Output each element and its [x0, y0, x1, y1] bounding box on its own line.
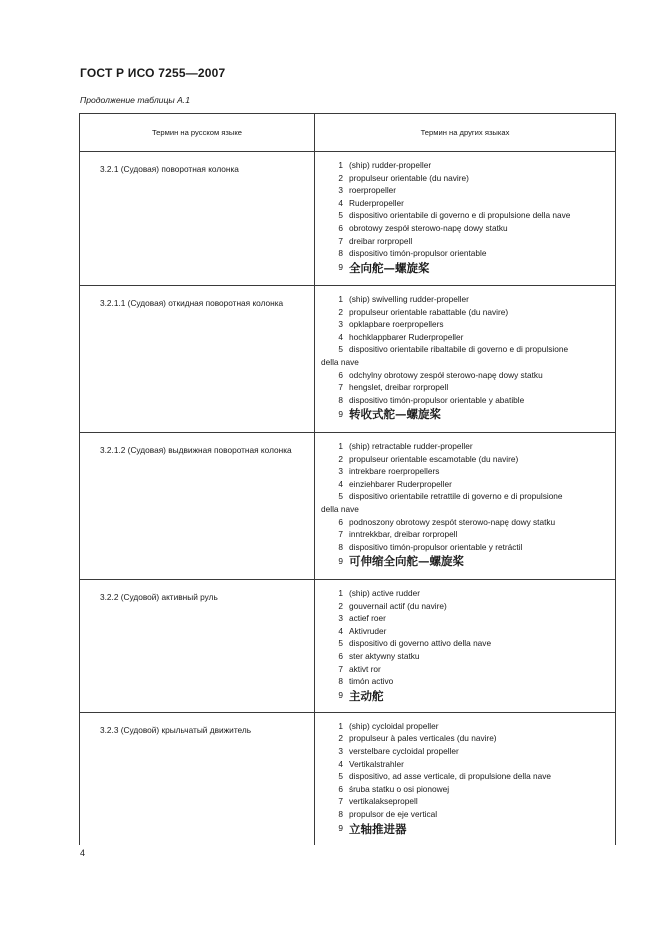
term-text: dispositivo di governo attivo della nave: [349, 638, 492, 649]
term-text: verstelbare cycloidal propeller: [349, 745, 459, 756]
language-term: [321, 732, 609, 745]
term-number: 3: [338, 613, 343, 624]
terms-table: [79, 113, 616, 845]
term-number: 8: [338, 808, 343, 819]
term-text-continuation: della nave: [321, 503, 359, 514]
term-text: dispositivo timón-propulsor orientable y abatible: [349, 394, 525, 405]
term-number: 7: [338, 529, 343, 540]
term-number: 2: [338, 600, 343, 611]
term-text: odchylny obrotowy zespół sterowo-napę dowy statku: [349, 369, 543, 380]
term-number: 9: [338, 262, 343, 273]
term-text: dispositivo timón-propulsor orientable: [349, 248, 487, 259]
term-number: 4: [338, 331, 343, 342]
term-number: 6: [338, 369, 343, 380]
term-number: 2: [338, 306, 343, 317]
term-text: dispositivo, ad asse verticale, di propulsione della nave: [349, 771, 552, 782]
chinese-term: [321, 260, 609, 276]
language-term: [321, 675, 609, 688]
language-term: [321, 222, 609, 235]
term-text: propulseur orientable (du navire): [349, 172, 469, 183]
term-text: dispositivo timón-propulsor orientable y retráctil: [349, 541, 523, 552]
term-text: gouvernail actif (du navire): [349, 600, 447, 611]
chinese-term: [321, 406, 609, 422]
term-text: (ship) rudder-propeller: [349, 160, 432, 170]
term-text: roerpropeller: [349, 185, 397, 196]
russian-term: 3.2.1.1 (Судовая) откидная поворотная колонка: [100, 298, 284, 308]
term-text: 转收式舵—螺旋桨: [349, 407, 441, 422]
term-number: 8: [338, 394, 343, 405]
other-languages-cell: [315, 152, 616, 286]
term-text: timón activo: [349, 676, 394, 687]
term-text: 主动舵: [349, 688, 384, 703]
term-text: actief roer: [349, 613, 386, 624]
language-term: [321, 541, 609, 554]
term-number: 4: [338, 478, 343, 489]
russian-term: 3.2.1.2 (Судовая) выдвижная поворотная колонка: [100, 445, 292, 455]
language-term: [321, 318, 609, 331]
term-number: 1: [338, 160, 343, 170]
term-text: propulseur orientable escamotable (du navire): [349, 453, 519, 464]
term-number: 6: [338, 222, 343, 233]
russian-term-cell: [80, 152, 315, 286]
language-term: [321, 758, 609, 771]
term-number: 2: [338, 172, 343, 183]
term-text: 立轴推进器: [349, 821, 407, 836]
term-text: propulseur orientable rabattable (du navire): [349, 306, 509, 317]
russian-term: 3.2.1 (Судовая) поворотная колонка: [100, 164, 239, 174]
language-term: [321, 381, 609, 394]
russian-term: 3.2.3 (Судовой) крыльчатый движитель: [100, 724, 252, 735]
term-number: 5: [338, 210, 343, 221]
language-term: [321, 465, 609, 478]
term-text: propulsor de eje vertical: [349, 808, 438, 819]
term-number: 1: [338, 720, 343, 731]
term-text: śruba statku o osi pionowej: [349, 783, 450, 794]
language-term: [321, 783, 609, 796]
chinese-term: [321, 553, 609, 569]
term-number: 3: [338, 466, 343, 477]
term-text: podnoszony obrotowy zespót sterowo-napę dowy statku: [349, 516, 556, 527]
language-term: [321, 197, 609, 210]
term-number: 4: [338, 625, 343, 636]
term-number: 1: [338, 588, 343, 598]
language-term: [321, 650, 609, 663]
term-text: ster aktywny statku: [349, 650, 420, 661]
term-text: einziehbarer Ruderpropeller: [349, 478, 452, 489]
term-number: 4: [338, 758, 343, 769]
term-number: 7: [338, 235, 343, 246]
language-term: [321, 612, 609, 625]
term-number: 3: [338, 745, 343, 756]
table-row: [80, 286, 616, 433]
term-text: dispositivo orientabile ribaltabile di governo e di propulsione: [349, 344, 569, 355]
russian-term: 3.2.2 (Судовой) активный руль: [100, 592, 218, 602]
term-text: (ship) swivelling rudder-propeller: [349, 294, 469, 304]
other-languages-cell: [315, 712, 616, 844]
term-text-continuation: della nave: [321, 356, 359, 367]
header-russian-term: Термин на русском языке: [80, 114, 315, 152]
language-term: [321, 184, 609, 197]
russian-term-cell: [80, 580, 315, 713]
other-languages-cell: [315, 286, 616, 433]
russian-term-cell: [80, 433, 315, 580]
language-term: [321, 293, 609, 306]
header-other-languages: Термин на других языках: [315, 114, 616, 152]
term-text: (ship) active rudder: [349, 588, 421, 598]
language-term: [321, 369, 609, 382]
term-number: 3: [338, 319, 343, 330]
term-number: 6: [338, 650, 343, 661]
language-term: [321, 625, 609, 638]
term-number: 8: [338, 541, 343, 552]
term-text: 全向舵—螺旋桨: [349, 260, 430, 275]
language-term: [321, 516, 609, 529]
language-term: [321, 247, 609, 260]
term-text: propulseur à pales verticales (du navire): [349, 733, 497, 744]
document-title: ГОСТ Р ИСО 7255—2007: [80, 66, 226, 80]
language-term: [321, 235, 609, 248]
term-number: 4: [338, 197, 343, 208]
russian-term-cell: [80, 286, 315, 433]
term-text: Ruderpropeller: [349, 197, 404, 208]
language-term: [321, 172, 609, 185]
language-term: [321, 306, 609, 319]
page-number: 4: [80, 848, 86, 858]
language-term: [321, 745, 609, 758]
term-text: dispositivo orientabile retrattile di governo e di propulsione: [349, 491, 563, 502]
chinese-term: [321, 688, 609, 704]
language-term: [321, 159, 609, 172]
term-text: hochklappbarer Ruderpropeller: [349, 331, 464, 342]
language-term: [321, 440, 609, 453]
language-term: [321, 770, 609, 783]
russian-term-cell: [80, 712, 315, 844]
chinese-term: [321, 821, 609, 837]
language-term: [321, 663, 609, 676]
language-term: [321, 720, 609, 733]
term-text: dreibar rorpropell: [349, 235, 413, 246]
term-number: 5: [338, 344, 343, 355]
term-number: 2: [338, 733, 343, 744]
language-term: [321, 600, 609, 613]
language-term: [321, 343, 609, 356]
term-text: dispositivo orientabile di governo e di propulsione della nave: [349, 210, 571, 221]
term-number: 5: [338, 771, 343, 782]
term-text: obrotowy zespół sterowo-napę dowy statku: [349, 222, 508, 233]
term-text: Aktivruder: [349, 625, 387, 636]
term-text: aktivt ror: [349, 663, 381, 674]
term-number: 9: [338, 690, 343, 701]
term-text: (ship) retractable rudder-propeller: [349, 441, 473, 451]
table-row: [80, 580, 616, 713]
other-languages-cell: [315, 580, 616, 713]
term-number: 9: [338, 823, 343, 834]
language-term: [321, 808, 609, 821]
term-number: 7: [338, 663, 343, 674]
language-term: [321, 795, 609, 808]
language-term: [321, 453, 609, 466]
term-number: 6: [338, 516, 343, 527]
language-term: [321, 490, 609, 503]
term-text: 可伸缩全向舵—螺旋桨: [349, 554, 464, 569]
term-text: inntrekkbar, dreibar rorpropell: [349, 529, 458, 540]
language-term: [321, 587, 609, 600]
term-number: 8: [338, 676, 343, 687]
term-text: hengslet, dreibar rorpropell: [349, 382, 449, 393]
language-term: [321, 331, 609, 344]
term-number: 7: [338, 382, 343, 393]
term-text: vertikalaksepropell: [349, 796, 418, 807]
term-number: 5: [338, 491, 343, 502]
term-number: 1: [338, 441, 343, 451]
language-term: [321, 209, 609, 222]
term-number: 6: [338, 783, 343, 794]
term-number: 5: [338, 638, 343, 649]
language-term: [321, 394, 609, 407]
term-number: 3: [338, 185, 343, 196]
term-number: 7: [338, 796, 343, 807]
other-languages-cell: [315, 433, 616, 580]
table-row: [80, 433, 616, 580]
term-text: (ship) cycloidal propeller: [349, 720, 439, 731]
term-number: 9: [338, 409, 343, 420]
table-row: [80, 712, 616, 844]
term-number: 8: [338, 248, 343, 259]
table-caption: Продолжение таблицы А.1: [80, 95, 190, 105]
table-row: [80, 152, 616, 286]
term-text: Vertikalstrahler: [349, 758, 404, 769]
language-term: [321, 478, 609, 491]
term-number: 1: [338, 294, 343, 304]
language-term: [321, 528, 609, 541]
table-header-row: [80, 114, 616, 152]
term-number: 2: [338, 453, 343, 464]
term-number: 9: [338, 556, 343, 567]
term-text: opklapbare roerpropellers: [349, 319, 444, 330]
term-text: intrekbare roerpropellers: [349, 466, 440, 477]
language-term: [321, 637, 609, 650]
